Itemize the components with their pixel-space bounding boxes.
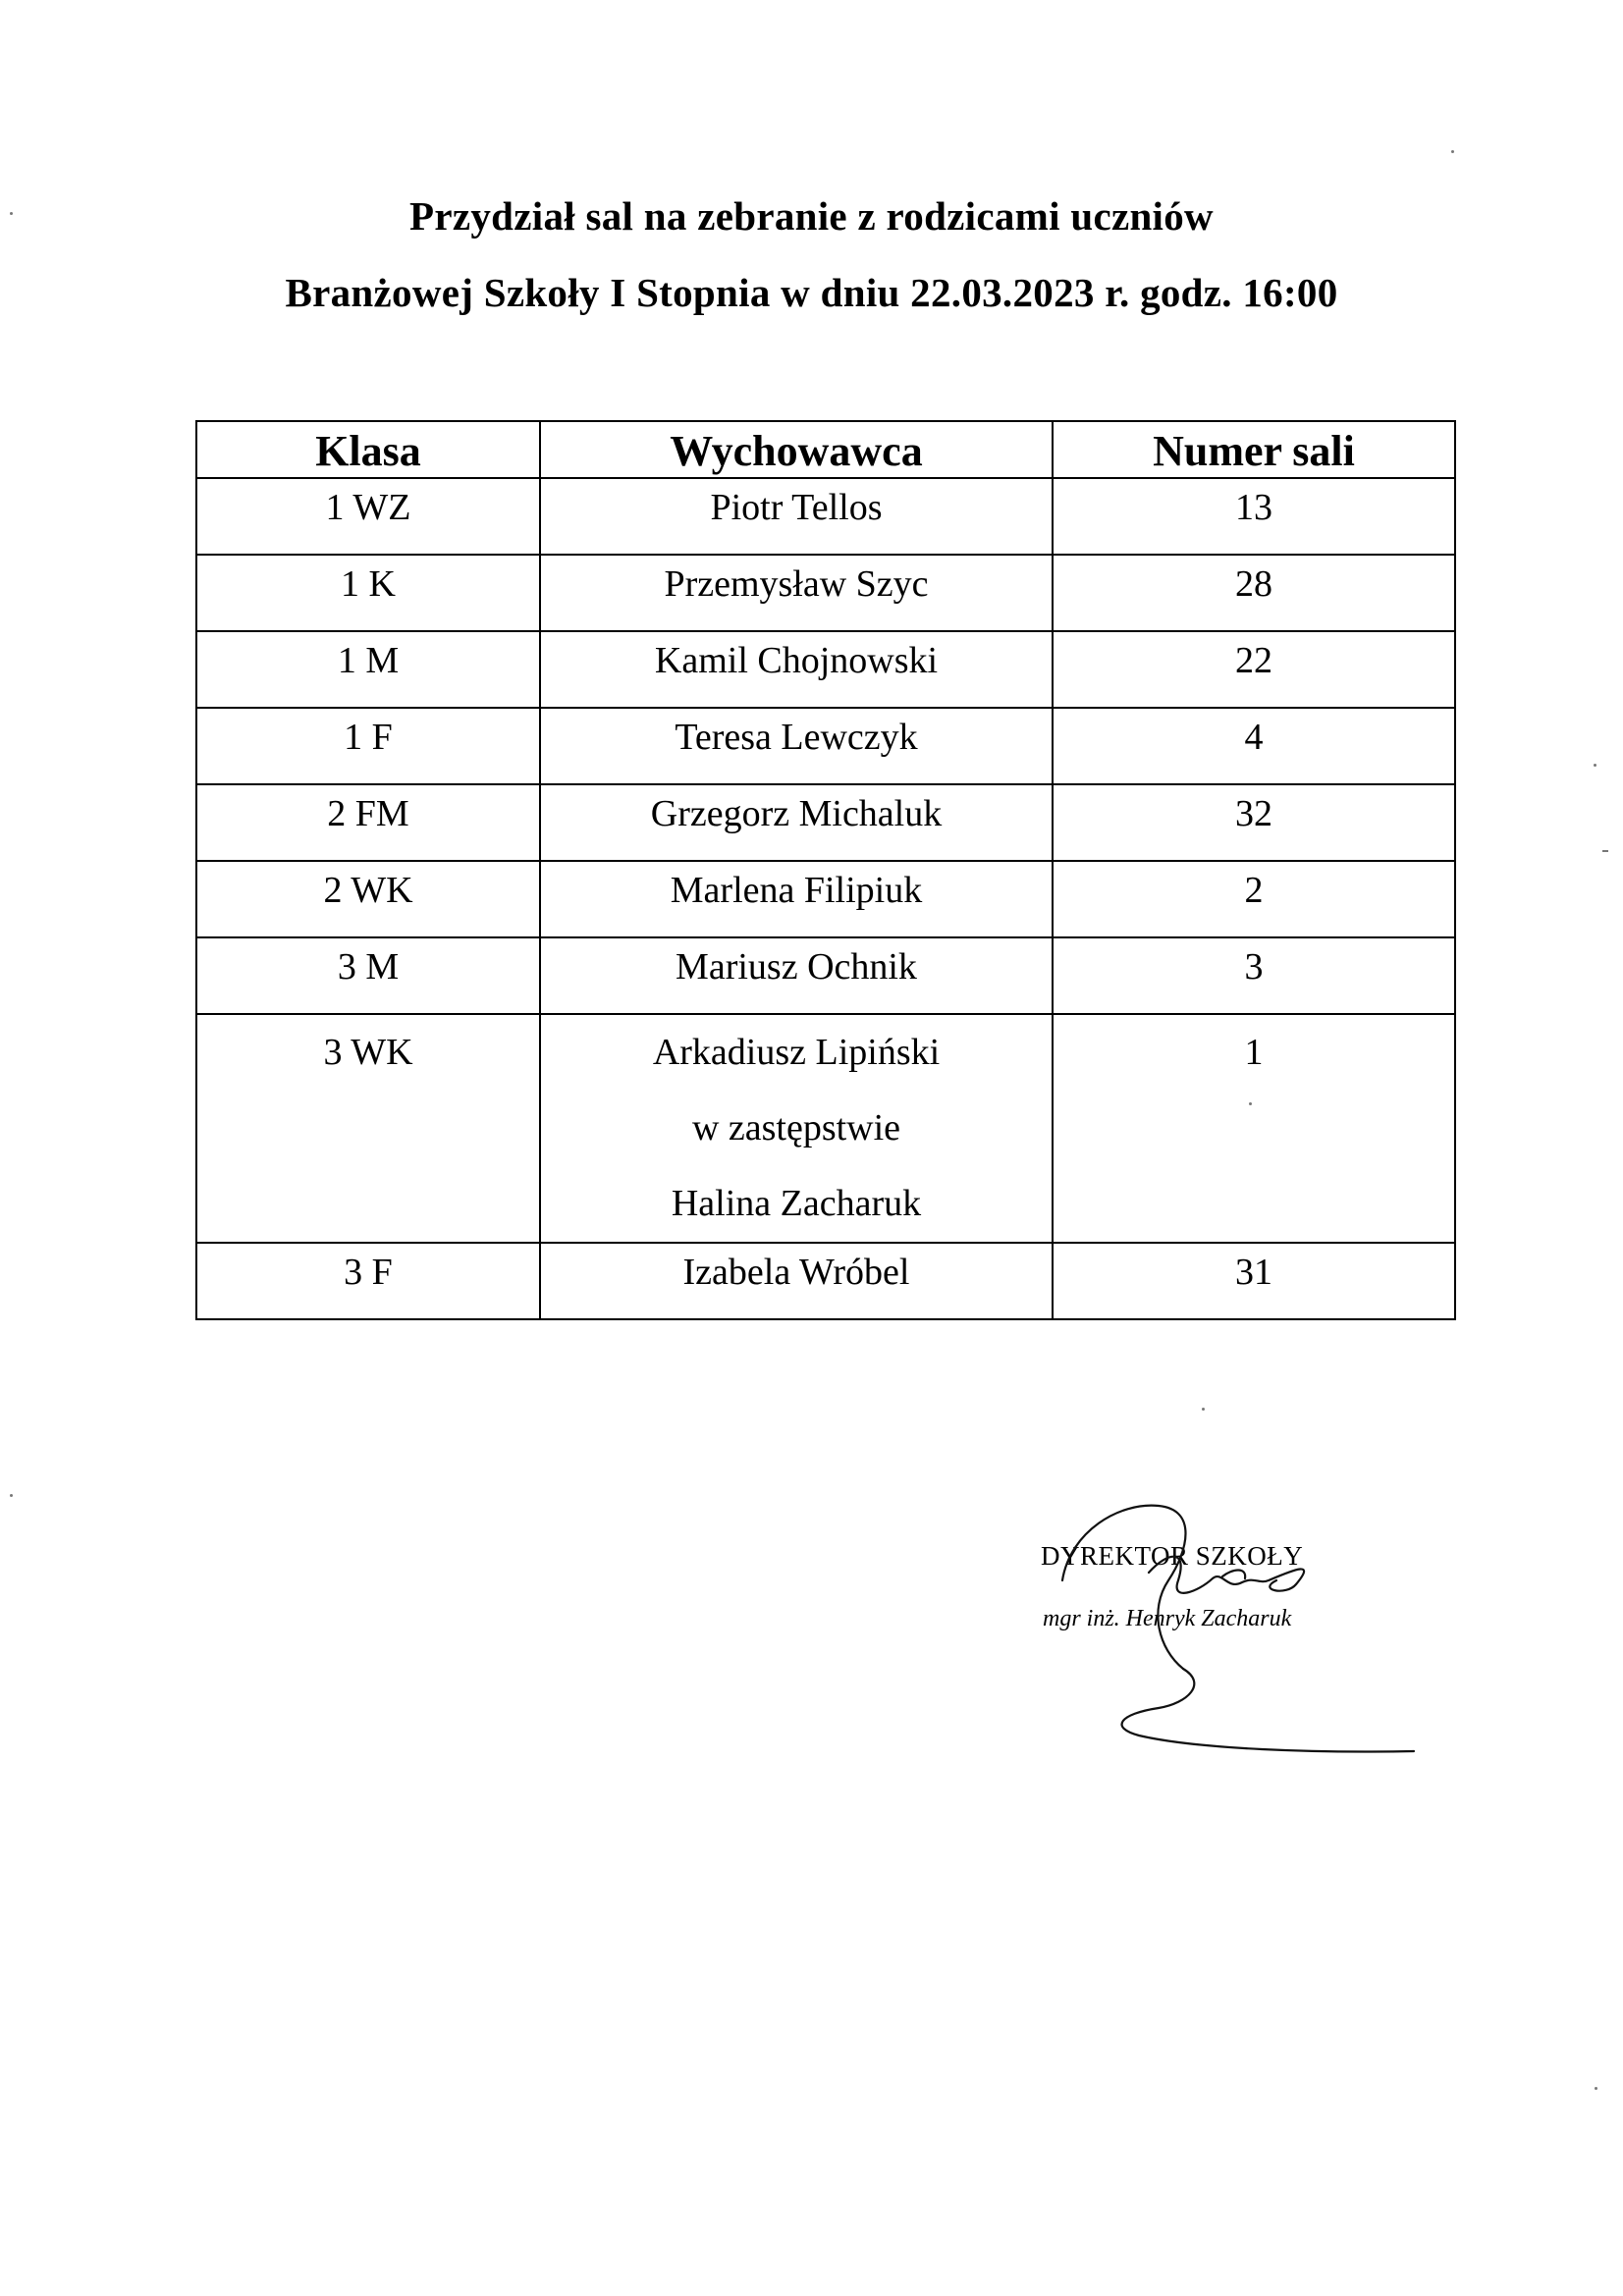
document-subtitle: Branżowej Szkoły I Stopnia w dniu 22.03.2023 r. godz. 16:00	[285, 270, 1338, 315]
scan-speck	[1202, 1408, 1205, 1411]
column-header-klasa: Klasa	[196, 421, 540, 478]
cell-klasa: 1 M	[196, 631, 540, 708]
cell-klasa: 1 K	[196, 555, 540, 631]
cell-wychowawca: Grzegorz Michaluk	[540, 784, 1053, 861]
table-row	[196, 1014, 1455, 1243]
table-row	[196, 1243, 1455, 1319]
signature-block	[1001, 1482, 1434, 1777]
table-row	[196, 478, 1455, 555]
substitution-note: w zastępstwie	[691, 1107, 901, 1148]
cell-sala: 1	[1053, 1014, 1455, 1243]
cell-sala: 32	[1053, 784, 1455, 861]
room-assignment-table	[195, 420, 1456, 1320]
cell-sala: 4	[1053, 708, 1455, 784]
cell-klasa: 3 F	[196, 1243, 540, 1319]
table-row	[196, 861, 1455, 937]
cell-klasa: 1 F	[196, 708, 540, 784]
scan-speck	[1451, 150, 1454, 153]
cell-sala: 28	[1053, 555, 1455, 631]
director-stamp-name: mgr inż. Henryk Zacharuk	[1043, 1606, 1292, 1631]
cell-sala: 13	[1053, 478, 1455, 555]
table-row	[196, 555, 1455, 631]
document-title: Przydział sal na zebranie z rodzicami uczniów	[409, 193, 1214, 239]
scan-speck	[10, 1494, 13, 1497]
cell-sala: 31	[1053, 1243, 1455, 1319]
column-header-wychowawca: Wychowawca	[540, 421, 1053, 478]
cell-wychowawca: Marlena Filipiuk	[540, 861, 1053, 937]
cell-sala: 2	[1053, 861, 1455, 937]
substitute-teacher-name: Halina Zacharuk	[671, 1183, 922, 1224]
cell-wychowawca	[540, 1014, 1053, 1243]
table-row	[196, 708, 1455, 784]
cell-klasa: 2 FM	[196, 784, 540, 861]
cell-wychowawca: Izabela Wróbel	[540, 1243, 1053, 1319]
scan-speck	[1595, 2087, 1597, 2090]
scan-speck	[1594, 764, 1596, 767]
cell-klasa: 3 WK	[196, 1014, 540, 1243]
column-header-numer-sali: Numer sali	[1053, 421, 1455, 478]
cell-wychowawca: Mariusz Ochnik	[540, 937, 1053, 1014]
table-row	[196, 631, 1455, 708]
cell-sala: 22	[1053, 631, 1455, 708]
cell-wychowawca: Kamil Chojnowski	[540, 631, 1053, 708]
table-header-row	[196, 421, 1455, 478]
cell-klasa: 1 WZ	[196, 478, 540, 555]
scan-speck	[1249, 1102, 1252, 1105]
table-row	[196, 784, 1455, 861]
handwritten-signature	[1001, 1482, 1434, 1777]
director-stamp-title: DYREKTOR SZKOŁY	[1041, 1541, 1304, 1571]
teacher-name: Arkadiusz Lipiński	[652, 1032, 941, 1073]
cell-wychowawca: Przemysław Szyc	[540, 555, 1053, 631]
scan-speck	[1602, 850, 1608, 852]
table-row	[196, 937, 1455, 1014]
cell-klasa: 2 WK	[196, 861, 540, 937]
cell-wychowawca: Teresa Lewczyk	[540, 708, 1053, 784]
cell-wychowawca: Piotr Tellos	[540, 478, 1053, 555]
scan-speck	[10, 212, 13, 215]
cell-klasa: 3 M	[196, 937, 540, 1014]
cell-sala: 3	[1053, 937, 1455, 1014]
